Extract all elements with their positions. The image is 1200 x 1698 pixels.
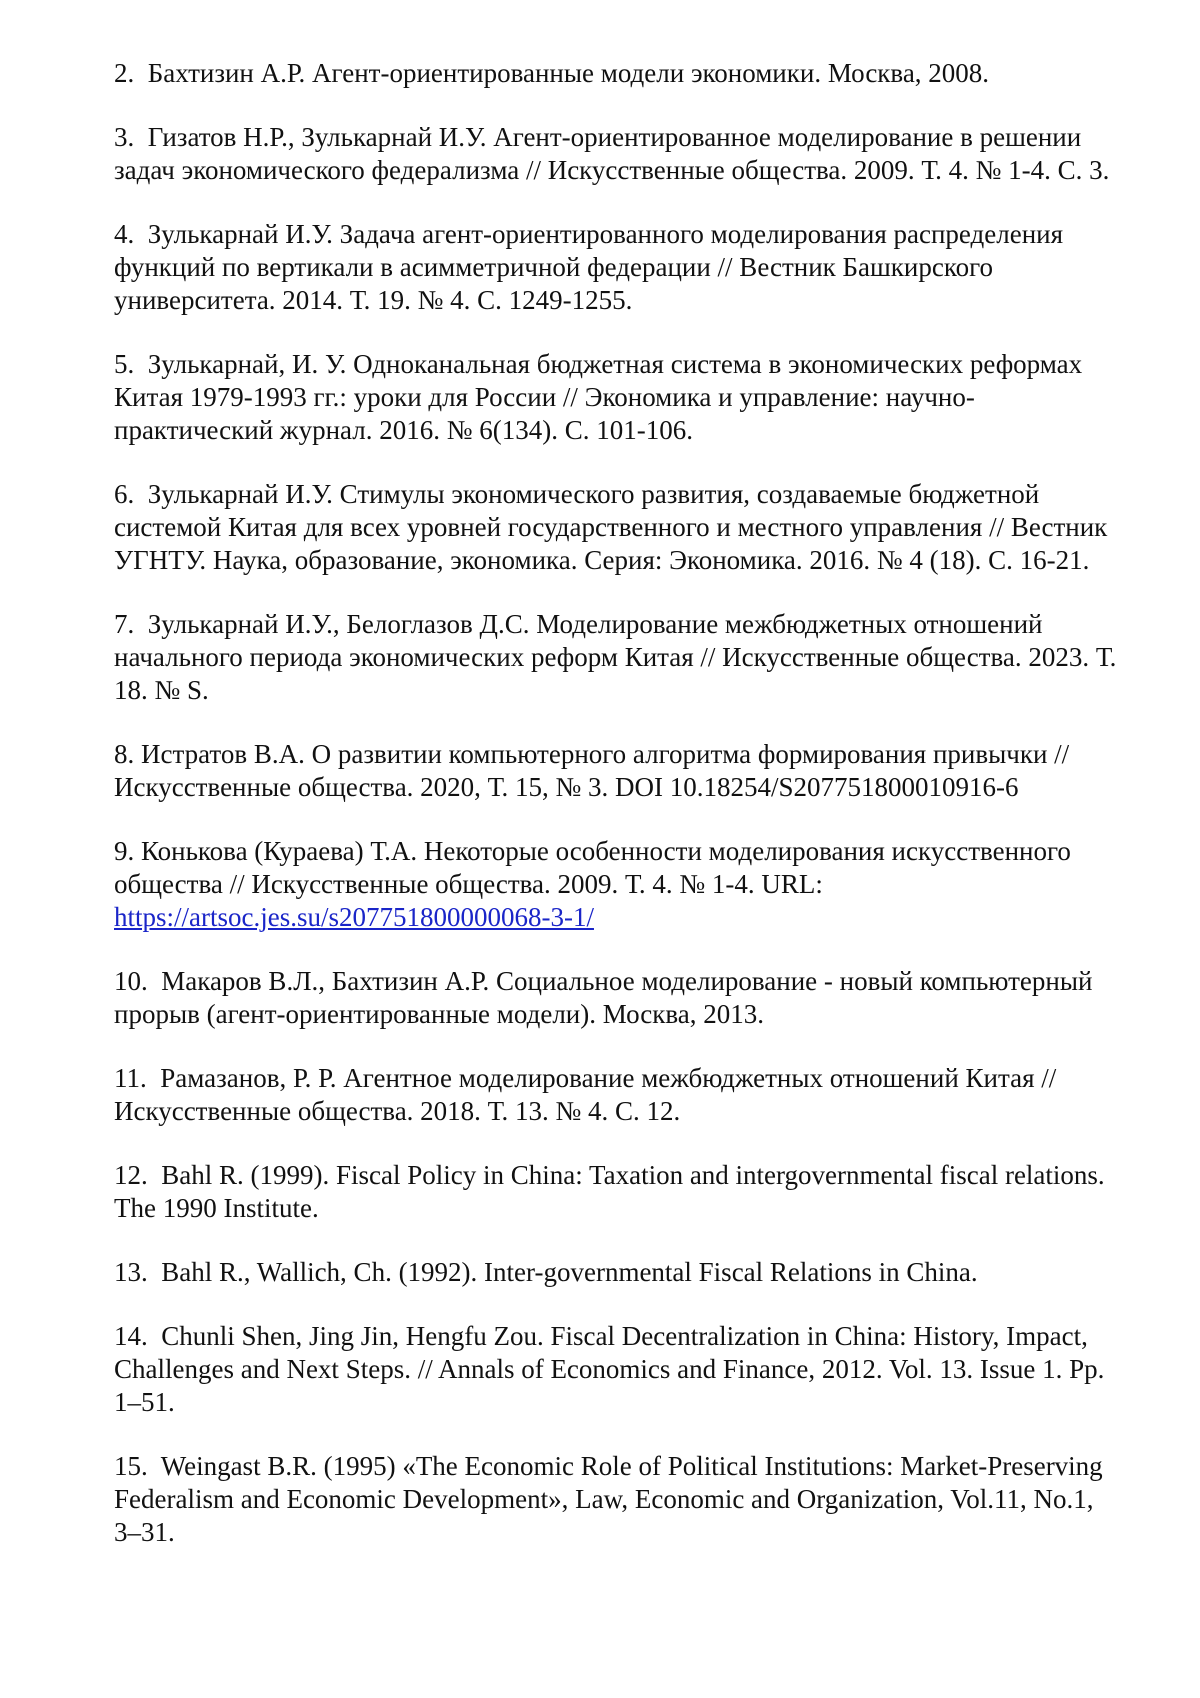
document-page <box>0 0 1200 1698</box>
reference-number: 6. <box>114 479 134 509</box>
reference-item <box>114 121 1124 187</box>
reference-number: 4. <box>114 219 134 249</box>
reference-number: 8. <box>114 739 134 769</box>
reference-text: Конькова (Кураева) Т.А. Некоторые особенности моделирования искусственного общества // Искусственные общества. 2009. Т. 4. № 1-4. URL: <box>114 836 1071 899</box>
reference-text: Chunli Shen, Jing Jin, Hengfu Zou. Fiscal Decentralization in China: History, Impact, Challenges and Next Steps. // Annals of Economics and Finance, 2012. Vol. 13. Issue 1. Pp. 1–51. <box>114 1321 1104 1417</box>
reference-item <box>114 1062 1124 1128</box>
reference-text: Weingast B.R. (1995) «The Economic Role of Political Institutions: Market-Preserving Federalism and Economic Development», Law, Economic and Organization, Vol.11, No.1, 3–31. <box>114 1451 1103 1547</box>
reference-item <box>114 965 1124 1031</box>
reference-text: Зулькарнай И.У., Белоглазов Д.С. Моделирование межбюджетных отношений начального периода экономических реформ Китая // Искусственные общества. 2023. Т. 18. № S. <box>114 609 1116 705</box>
reference-item <box>114 835 1124 934</box>
reference-number: 15. <box>114 1451 148 1481</box>
reference-item <box>114 57 1124 90</box>
reference-number: 14. <box>114 1321 148 1351</box>
reference-item <box>114 608 1124 707</box>
reference-number: 9. <box>114 836 134 866</box>
reference-text: Рамазанов, Р. Р. Агентное моделирование межбюджетных отношений Китая // Искусственные общества. 2018. Т. 13. № 4. С. 12. <box>114 1063 1056 1126</box>
reference-number: 11. <box>114 1063 147 1093</box>
reference-text: Бахтизин А.Р. Агент-ориентированные модели экономики. Москва, 2008. <box>148 58 989 88</box>
reference-text: Bahl R. (1999). Fiscal Policy in China: Taxation and intergovernmental fiscal relations. The 1990 Institute. <box>114 1160 1105 1223</box>
reference-number: 12. <box>114 1160 148 1190</box>
reference-number: 2. <box>114 58 134 88</box>
reference-number: 5. <box>114 349 134 379</box>
reference-item <box>114 218 1124 317</box>
reference-number: 3. <box>114 122 134 152</box>
reference-item <box>114 1256 1124 1289</box>
reference-number: 10. <box>114 966 148 996</box>
reference-item <box>114 738 1124 804</box>
reference-text: Макаров В.Л., Бахтизин А.Р. Социальное моделирование - новый компьютерный прорыв (агент-ориентированные модели). Москва, 2013. <box>114 966 1092 1029</box>
reference-url-link[interactable]: https://artsoc.jes.su/s207751800000068-3-1/ <box>114 902 594 932</box>
reference-text: Зулькарнай, И. У. Одноканальная бюджетная система в экономических реформах Китая 1979-1993 гг.: уроки для России // Экономика и управление: научно-практический журнал. 2016. № 6(134). С. 101-106. <box>114 349 1082 445</box>
reference-list <box>114 57 1124 1580</box>
reference-item <box>114 1450 1124 1549</box>
reference-item <box>114 348 1124 447</box>
reference-text: Зулькарнай И.У. Стимулы экономического развития, создаваемые бюджетной системой Китая для всех уровней государственного и местного управления // Вестник УГНТУ. Наука, образование, экономика. Серия: Экономика. 2016. № 4 (18). С. 16-21. <box>114 479 1107 575</box>
reference-number: 13. <box>114 1257 148 1287</box>
reference-text: Истратов В.А. О развитии компьютерного алгоритма формирования привычки // Искусственные общества. 2020, Т. 15, № 3. DOI 10.18254/S207751800010916-6 <box>114 739 1069 802</box>
reference-text: Гизатов Н.Р., Зулькарнай И.У. Агент-ориентированное моделирование в решении задач экономического федерализма // Искусственные общества. 2009. Т. 4. № 1-4. С. 3. <box>114 122 1109 185</box>
reference-item <box>114 1320 1124 1419</box>
reference-text: Bahl R., Wallich, Ch. (1992). Inter-governmental Fiscal Relations in China. <box>161 1257 977 1287</box>
reference-number: 7. <box>114 609 134 639</box>
reference-item <box>114 478 1124 577</box>
reference-text: Зулькарнай И.У. Задача агент-ориентированного моделирования распределения функций по вертикали в асимметричной федерации // Вестник Башкирского университета. 2014. Т. 19. № 4. С. 1249-1255. <box>114 219 1063 315</box>
reference-item <box>114 1159 1124 1225</box>
